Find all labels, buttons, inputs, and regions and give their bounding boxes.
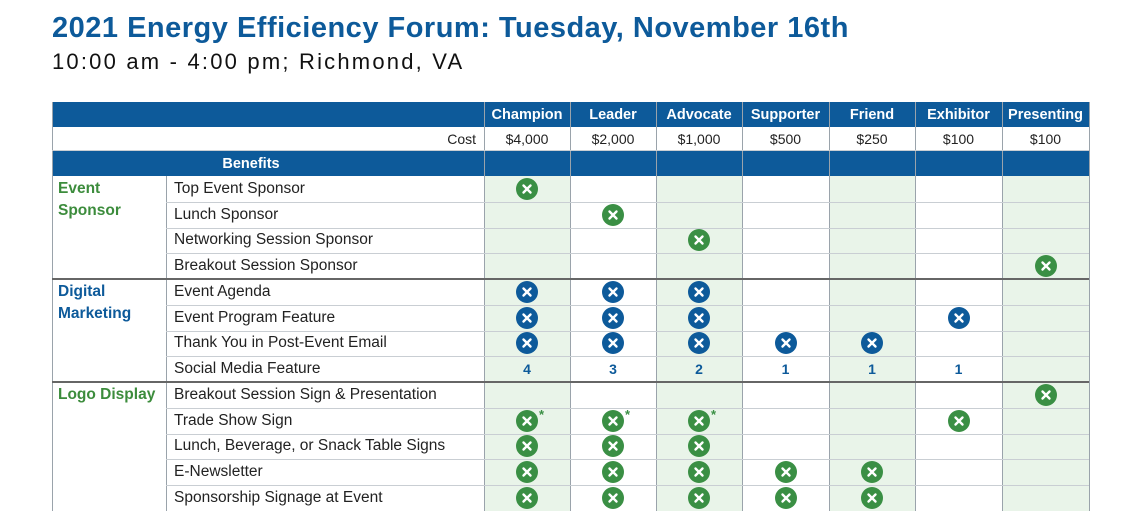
included-check-icon <box>861 461 883 483</box>
included-check-icon <box>602 461 624 483</box>
included-check-icon <box>775 461 797 483</box>
included-check-icon <box>688 410 710 432</box>
footnote-asterisk: * <box>711 406 717 422</box>
row-divider <box>166 202 1089 203</box>
tier-column-tint <box>1002 176 1089 511</box>
tier-header-exhibitor: Exhibitor <box>927 106 990 123</box>
included-check-icon <box>948 410 970 432</box>
included-check-icon <box>602 487 624 509</box>
included-check-icon <box>1035 384 1057 406</box>
tier-header-advocate: Advocate <box>666 106 732 123</box>
tier-header-champion: Champion <box>491 106 563 123</box>
column-divider <box>1089 102 1090 511</box>
tier-cost-supporter: $500 <box>769 131 802 147</box>
column-divider <box>656 102 657 511</box>
included-check-icon <box>688 487 710 509</box>
included-check-icon <box>688 281 710 303</box>
column-divider <box>829 102 830 511</box>
benefit-label: Networking Session Sponsor <box>174 231 374 249</box>
social-media-count: 1 <box>868 361 876 378</box>
social-media-count: 2 <box>695 361 703 378</box>
included-check-icon <box>861 487 883 509</box>
row-divider <box>166 459 1089 460</box>
page-title: 2021 Energy Efficiency Forum: Tuesday, November 16th <box>52 12 849 44</box>
tier-header-leader: Leader <box>589 106 637 123</box>
included-check-icon <box>775 332 797 354</box>
column-divider <box>915 102 916 511</box>
category-label: Digital Marketing <box>58 283 132 322</box>
column-divider <box>484 102 485 511</box>
included-check-icon <box>602 281 624 303</box>
included-check-icon <box>516 178 538 200</box>
included-check-icon <box>516 281 538 303</box>
included-check-icon <box>688 461 710 483</box>
benefit-label: Social Media Feature <box>174 360 321 378</box>
cost-row-border <box>52 150 1089 151</box>
tier-cost-friend: $250 <box>856 131 888 147</box>
event-time-location: 10:00 am - 4:00 pm; Richmond, VA <box>52 49 465 74</box>
included-check-icon <box>1035 255 1057 277</box>
benefit-label: E-Newsletter <box>174 463 263 481</box>
category-label: Event Sponsor <box>58 180 121 219</box>
benefit-label: Lunch, Beverage, or Snack Table Signs <box>174 437 446 455</box>
category-divider <box>166 176 167 511</box>
sponsorship-table <box>52 102 1089 522</box>
social-media-count: 3 <box>609 361 617 378</box>
included-check-icon <box>948 307 970 329</box>
included-check-icon <box>602 435 624 457</box>
benefit-label: Trade Show Sign <box>174 411 293 429</box>
benefit-label: Breakout Session Sponsor <box>174 257 358 275</box>
table-left-border <box>52 102 53 511</box>
benefit-label: Event Agenda <box>174 282 271 300</box>
social-media-count: 1 <box>781 361 790 378</box>
benefit-label: Top Event Sponsor <box>174 179 305 197</box>
social-media-count: 1 <box>954 361 963 378</box>
benefit-label: Lunch Sponsor <box>174 205 279 223</box>
included-check-icon <box>516 307 538 329</box>
social-media-count: 4 <box>523 361 531 378</box>
footnote-asterisk: * <box>625 406 631 422</box>
included-check-icon <box>516 410 538 432</box>
tier-cost-champion: $4,000 <box>505 131 549 147</box>
category-label: Logo Display <box>58 386 156 403</box>
column-divider <box>742 102 743 511</box>
benefit-label: Event Program Feature <box>174 308 336 326</box>
included-check-icon <box>688 307 710 329</box>
tier-cost-advocate: $1,000 <box>677 131 721 147</box>
included-check-icon <box>516 461 538 483</box>
benefits-label: Benefits <box>222 155 280 172</box>
included-check-icon <box>516 487 538 509</box>
benefit-label: Thank You in Post-Event Email <box>174 334 387 352</box>
tier-header-supporter: Supporter <box>750 106 821 123</box>
included-check-icon <box>602 332 624 354</box>
included-check-icon <box>775 487 797 509</box>
tier-cost-leader: $2,000 <box>591 131 635 147</box>
benefit-label: Breakout Session Sign & Presentation <box>174 385 437 403</box>
included-check-icon <box>602 410 624 432</box>
included-check-icon <box>602 307 624 329</box>
tier-cost-presenting: $100 <box>1029 131 1062 147</box>
column-divider <box>570 102 571 511</box>
included-check-icon <box>602 204 624 226</box>
column-divider <box>1002 102 1003 511</box>
tier-cost-exhibitor: $100 <box>942 131 975 147</box>
tier-header-presenting: Presenting <box>1008 106 1083 123</box>
footnote-asterisk: * <box>539 406 545 422</box>
cost-label: Cost <box>447 131 476 147</box>
benefit-label: Sponsorship Signage at Event <box>174 488 383 506</box>
tier-header-friend: Friend <box>849 106 895 123</box>
